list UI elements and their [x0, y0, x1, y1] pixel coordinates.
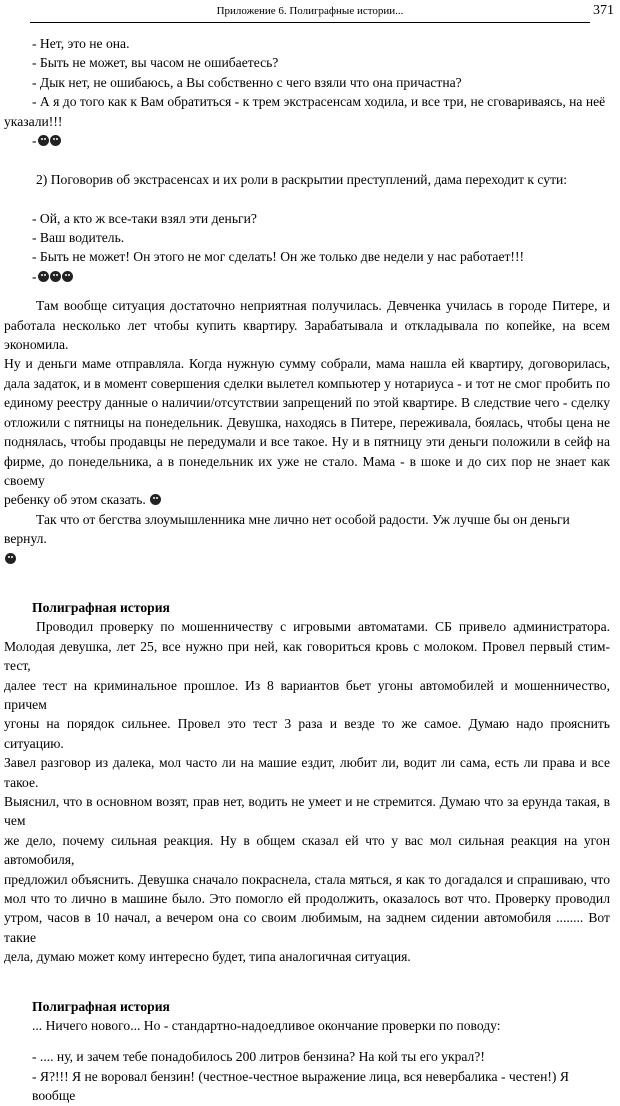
- dialog-line: - Дык нет, не ошибаюсь, а Вы собственно с чего взяли что она причастна?: [32, 74, 462, 90]
- running-title: Приложение 6. Полиграфные истории...: [216, 5, 404, 17]
- text-line: дала задаток, и в момент совершения сделки вылетел компьютер у нотариуса - и тот не смог пробить по: [4, 375, 610, 391]
- text-line: Выяснил, что в основном возят, прав нет, водить не умеет и не стремится. Думаю что за ерунда такая, в чем: [4, 794, 610, 829]
- text-line: [4, 549, 610, 568]
- text-line: мол что то лично в машине было. Это помогло ей продолжить, оказалось вот что. Проверку проводил: [4, 891, 610, 907]
- text-line: Завел разговор из далека, мол часто ли на машие ездит, любит ли, водит ли сама, есть ли права и все такое.: [4, 755, 610, 790]
- text-line: дела, думаю может кому интересно будет, типа аналогичная ситуация.: [4, 949, 411, 965]
- page-header: [0, 3, 620, 21]
- point-2: 2) Поговорив об экстрасенсах и их роли в раскрытии преступлений, дама переходит к сути:: [36, 171, 568, 187]
- text-line: далее тест на криминальное прошлое. Из 8 вариантов бьет угоны автомобилей и мошенничество, причем: [4, 677, 610, 712]
- sad-face-icon: [38, 135, 49, 146]
- dash: -: [32, 268, 37, 284]
- dialog-line: - Быть не может, вы часом не ошибаетесь?: [32, 55, 279, 71]
- text-line: предложил объяснить. Девушка сначало покраснела, стала мяться, я как то догадался и спрашиваю, что: [4, 871, 610, 887]
- page-body: [4, 34, 610, 1106]
- section-paragraph: [4, 617, 610, 966]
- header-rule: [30, 22, 590, 23]
- section-heading: Полиграфная история: [32, 998, 170, 1014]
- dialog-line: - Я?!!! Я не воровал бензин! (честное-честное выражение лица, вся невербалика - честен!) Я вообще: [32, 1068, 573, 1104]
- text-line: Там вообще ситуация достаточно неприятная получилась. Девченка училась в городе Питере, и: [36, 298, 610, 314]
- dialog-line: - Ой, а кто ж все-таки взял эти деньги?: [32, 210, 257, 226]
- dialog-line: [32, 267, 610, 286]
- sad-face-icon: [5, 553, 16, 564]
- section-heading: Полиграфная история: [32, 599, 170, 615]
- text-line: Ну и деньги маме отправляла. Когда нужную сумму собрали, мама нашла ей квартиру, договорилась,: [4, 356, 610, 372]
- story-paragraph: [4, 296, 610, 568]
- sad-face-icon: [50, 135, 61, 146]
- text-line: работала несколько лет чтобы купить квартиру. Зарабатывала и откладывала по копейке, на всем экономила.: [4, 317, 610, 353]
- spacer: [32, 568, 610, 598]
- text-line: Молодая девушка, лет 25, все нужно при ней, как говориться кровь с молоком. Провел первый стим-тест,: [4, 638, 610, 674]
- text-line: Проводил проверку по мошенничеству с игровыми автоматами. СБ привело администратора.: [36, 619, 610, 635]
- text-line: утром, часов в 10 начал, а вечером она со своим любимым, на заднем сидении автомобиля ........ Вот такие: [4, 910, 610, 945]
- text-line: отложили с пятницы на понедельник. Девушка, находясь в Питере, переживала, боялась, чтобы цена не: [4, 414, 610, 430]
- dash: -: [32, 133, 37, 149]
- sad-face-icon: [62, 271, 73, 282]
- text-line: поднялась, чтобы продавцы не передумали и все такое. Ну и в пятницу эти деньги положили в сейф на: [4, 434, 610, 450]
- dialog-line: [32, 131, 610, 150]
- page-number: 371: [593, 3, 614, 18]
- sad-face-icon: [50, 271, 61, 282]
- spacer: [32, 150, 610, 169]
- dialog-line: - Нет, это не она.: [32, 36, 130, 51]
- dialog-line: - .... ну, и зачем тебе понадобилось 200 литров бензина? На кой ты его украл?!: [32, 1049, 485, 1065]
- sad-face-icon: [150, 494, 161, 505]
- dialog-line: - Ваш водитель.: [32, 230, 125, 246]
- text-line: единому реестру данные о наличии/отсутствии запрещений по этой квартире. В следствие чего - сделку: [4, 395, 610, 411]
- text-line: Так что от бегства злоумышленника мне лично нет особой радости. Уж лучше бы он деньги вернул.: [4, 511, 570, 547]
- text-line: [4, 490, 610, 509]
- text-line: фирме, до понедельника, а в понедельник их уже не стало. Мама - в шоке и до сих пор не знает как своему: [4, 453, 610, 488]
- spacer: [32, 967, 610, 997]
- dialog-line: - А я до того как к Вам обратиться - к трем экстрасенсам ходила, и все три, не сговариваясь, на неё: [32, 94, 606, 110]
- text-line: же дело, почему сильная реакция. Ну в общем сказал ей что у вас мол сильная реакция на угон автомобиля,: [4, 832, 610, 868]
- text-line: угоны на порядок сильнее. Провел это тест 3 раза и везде то же самое. Думаю надо прояснить ситуацию.: [4, 716, 610, 751]
- spacer: [32, 189, 610, 208]
- text-line: ... Ничего нового... Но - стандартно-надоедливое окончание проверки по поводу:: [32, 1018, 501, 1034]
- dialog-line: - Быть не может! Он этого не мог сделать! Он же только две недели у нас работает!!!: [32, 249, 525, 265]
- sad-face-icon: [38, 271, 49, 282]
- spacer: [32, 286, 610, 296]
- dialog-line: указали!!!: [4, 113, 63, 129]
- spacer: [32, 1035, 610, 1047]
- text-line-end: ребенку об этом сказать.: [4, 492, 146, 508]
